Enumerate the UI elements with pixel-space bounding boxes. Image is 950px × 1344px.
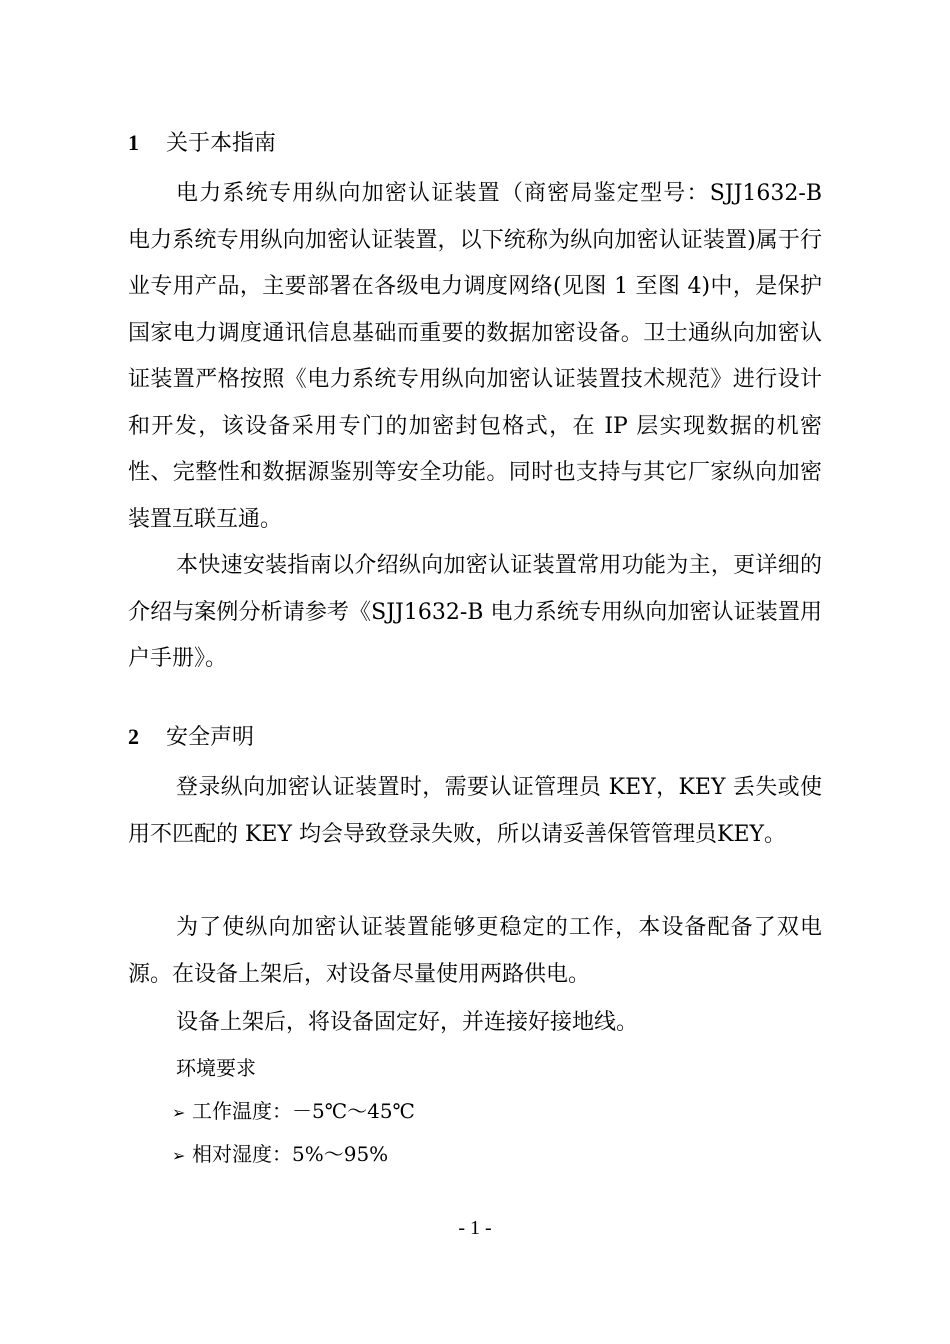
section-2-title: 安全声明 bbox=[166, 725, 255, 750]
section-1-paragraph-2: 本快速安装指南以介绍纵向加密认证装置常用功能为主，更详细的介绍与案例分析请参考《SJJ1632-B 电力系统专用纵向加密认证装置用户手册》。 bbox=[128, 553, 822, 671]
environment-item-text: 工作温度：－5℃～45℃ bbox=[192, 1099, 415, 1123]
mounting-note: 设备上架后，将设备固定好，并连接好接地线。 bbox=[176, 1010, 639, 1035]
section-1-paragraph-1: 电力系统专用纵向加密认证装置（商密局鉴定型号：SJJ1632-B 电力系统专用纵向加密认证装置，以下统称为纵向加密认证装置)属于行业专用产品，主要部署在各级电力调度网络(见图 1 至图 4)中，是保护国家电力调度通讯信息基础而重要的数据加密设备。卫士通纵向加密认证装置严格按照《电力系统专用纵向加密认证装置技术规范》进行设计和开发，该设备采用专门的加密封包格式，在 IP 层实现数据的机密性、完整性和数据源鉴别等安全功能。同时也支持与其它厂家纵向加密装置互联互通。 bbox=[128, 181, 822, 532]
section-1-title: 关于本指南 bbox=[166, 131, 277, 156]
bullet-arrow-icon: ➢ bbox=[172, 1146, 186, 1165]
bullet-arrow-icon: ➢ bbox=[172, 1103, 186, 1122]
section-2-number: 2 bbox=[128, 724, 139, 749]
section-2-paragraph-2: 为了使纵向加密认证装置能够更稳定的工作，本设备配备了双电源。在设备上架后，对设备尽量使用两路供电。 bbox=[128, 915, 822, 987]
page-number: - 1 - bbox=[458, 1217, 492, 1239]
environment-label: 环境要求 bbox=[176, 1056, 256, 1080]
environment-item-temperature bbox=[172, 1097, 415, 1127]
environment-item-humidity bbox=[172, 1140, 388, 1170]
environment-item-text: 相对湿度：5%～95% bbox=[192, 1142, 389, 1166]
section-2-heading bbox=[128, 722, 254, 753]
section-2-paragraph-1: 登录纵向加密认证装置时，需要认证管理员 KEY，KEY 丢失或使用不匹配的 KEY 均会导致登录失败，所以请妥善保管管理员KEY。 bbox=[128, 775, 822, 847]
section-1-number: 1 bbox=[128, 130, 139, 155]
section-1-heading bbox=[128, 128, 276, 159]
